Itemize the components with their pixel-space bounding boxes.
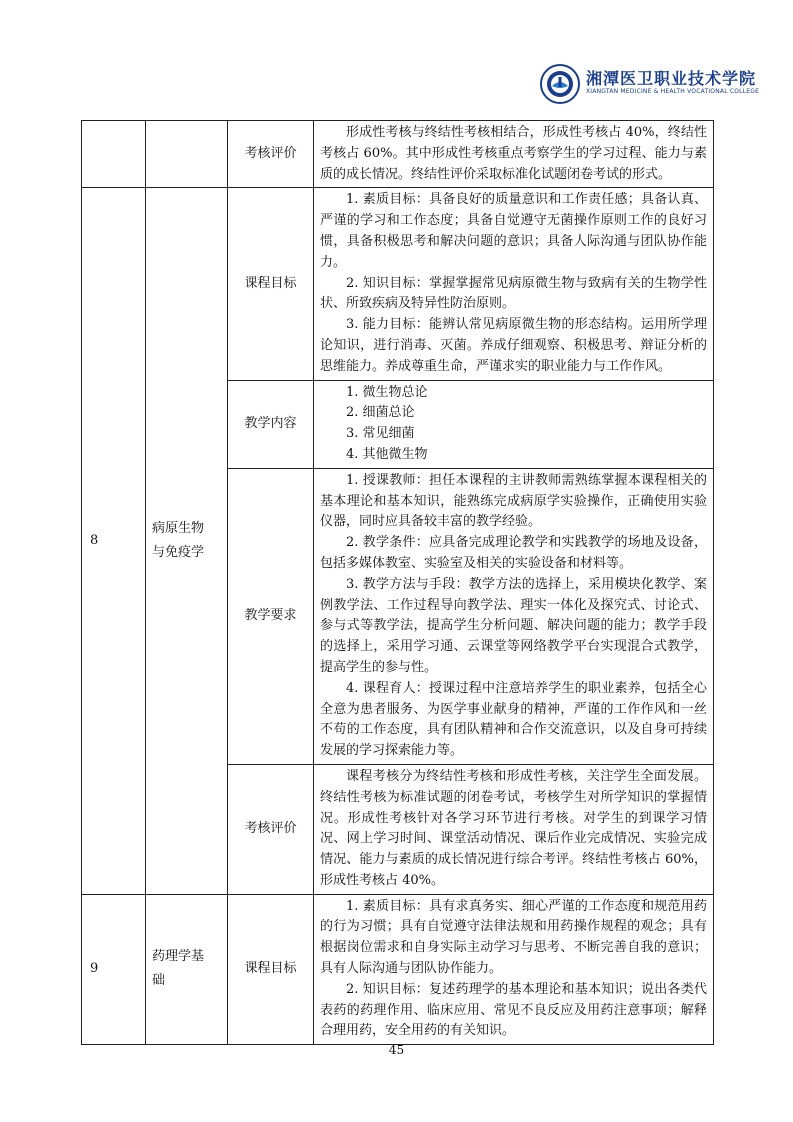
course-table — [81, 120, 714, 1045]
item-label-cell: 教学内容 — [228, 380, 314, 468]
item-content-cell — [314, 468, 714, 764]
page-number: 45 — [388, 1043, 405, 1057]
item-label-cell: 课程目标 — [228, 188, 314, 380]
content-line: 1. 微生物总论 — [346, 384, 428, 400]
content-paragraph: 1. 授课教师：担任本课程的主讲教师需熟练掌握本课程相关的基本理论和基本知识，能熟练完成病原学实验操作，正确使用实验仪器，同时应具备较丰富的教学经验。 — [320, 472, 707, 530]
table-row — [82, 188, 714, 380]
content-paragraph: 1. 素质目标：具有求真务实、细心严谨的工作态度和规范用药的行为习惯；具有自觉遵守法律法规和用药操作规程的观念；具有根据岗位需求和自身实际主动学习与思考、不断完善自我的意识；具有人际沟通与团队协作能力。 — [320, 898, 707, 977]
content-paragraph: 4. 课程育人：授课过程中注意培养学生的职业素养，包括全心全意为患者服务、为医学事业献身的精神，严谨的工作作风和一丝不苟的工作态度，具有团队精神和合作交流意识，以及自身可持续发展的学习探索能力等。 — [320, 680, 707, 759]
item-content-cell — [314, 121, 714, 188]
item-content-cell — [314, 188, 714, 380]
college-name-cn: 湘潭医卫职业技术学院 — [586, 69, 757, 88]
college-logo-header — [540, 64, 770, 108]
content-paragraph: 1. 素质目标：具备良好的质量意识和工作责任感；具备认真、严谨的学习和工作态度；具备自觉遵守无菌操作原则工作的良好习惯，具备积极思考和解决问题的意识；具备人际沟通与团队协作能力。 — [320, 192, 707, 270]
item-label-cell: 教学要求 — [228, 468, 314, 764]
item-label-cell: 考核评价 — [228, 764, 314, 894]
content-line: 3. 常见细菌 — [346, 426, 415, 442]
item-label-cell: 课程目标 — [228, 894, 314, 1045]
college-seal-icon — [540, 64, 580, 104]
course-name-line: 与免疫学 — [152, 545, 205, 561]
content-paragraph: 2. 教学条件：应具备完成理论教学和实践教学的场地及设备，包括多媒体教室、实验室及相关的实验设备和材料等。 — [320, 535, 707, 571]
content-line: 4. 其他微生物 — [346, 446, 428, 462]
college-name-en: XIANGTAN MEDICINE & HEALTH VOCATIONAL COLLEGE — [586, 88, 760, 95]
content-paragraph: 3. 教学方法与手段：教学方法的选择上，采用模块化教学、案例教学法、工作过程导向教学法、理实一体化及探究式、讨论式、参与式等教学法，提高学生分析问题、解决问题的能力；教学手段的选择上，采用学习通、云课堂等网络教学平台实现混合式教学，提高学生的参与性。 — [320, 576, 707, 675]
content-paragraph: 形成性考核与终结性考核相结合，形成性考核占 40%，终结性考核占 60%。其中形成性考核重点考察学生的学习过程、能力与素质的成长情况。终结性评价采取标准化试题闭卷考试的形式。 — [320, 125, 707, 182]
course-number-cell: 9 — [82, 894, 146, 1045]
course-name-line: 础 — [152, 973, 166, 989]
item-content-cell — [314, 764, 714, 894]
course-name-cell — [146, 121, 228, 188]
content-paragraph: 2. 知识目标：复述药理学的基本理论和基本知识；说出各类代表药的药理作用、临床应用、常见不良反应及用药注意事项；解释合理用药，安全用药的有关知识。 — [320, 981, 707, 1039]
table-row — [82, 894, 714, 1045]
course-number-cell: 8 — [82, 188, 146, 894]
content-paragraph: 2. 知识目标：掌握掌握常见病原微生物与致病有关的生物学性状、所致疾病及特异性防治原则。 — [320, 275, 707, 312]
course-name-cell — [146, 894, 228, 1045]
course-name-line: 药理学基 — [152, 949, 205, 965]
item-content-cell — [314, 380, 714, 468]
item-label-cell: 考核评价 — [228, 121, 314, 188]
content-paragraph: 3. 能力目标：能辨认常见病原微生物的形态结构。运用所学理论知识，进行消毒、灭菌。养成仔细观察、积极思考、辩证分析的思维能力。养成尊重生命，严谨求实的职业能力与工作作风。 — [320, 317, 707, 374]
course-name-line: 病原生物 — [152, 521, 205, 537]
content-line: 2. 细菌总论 — [346, 405, 415, 421]
course-name-cell — [146, 188, 228, 894]
item-content-cell — [314, 894, 714, 1045]
content-paragraph: 课程考核分为终结性考核和形成性考核，关注学生全面发展。终结性考核为标准试题的闭卷考试，考核学生对所学知识的掌握情况。形成性考核针对各学习环节进行考核。对学生的到课学习情况、网上学习时间、课堂活动情况、课后作业完成情况、实验完成情况、能力与素质的成长情况进行综合考评。终结性考核占 60%，形成性考核占 40%。 — [320, 768, 707, 888]
course-number-cell — [82, 121, 146, 188]
table-row — [82, 121, 714, 188]
